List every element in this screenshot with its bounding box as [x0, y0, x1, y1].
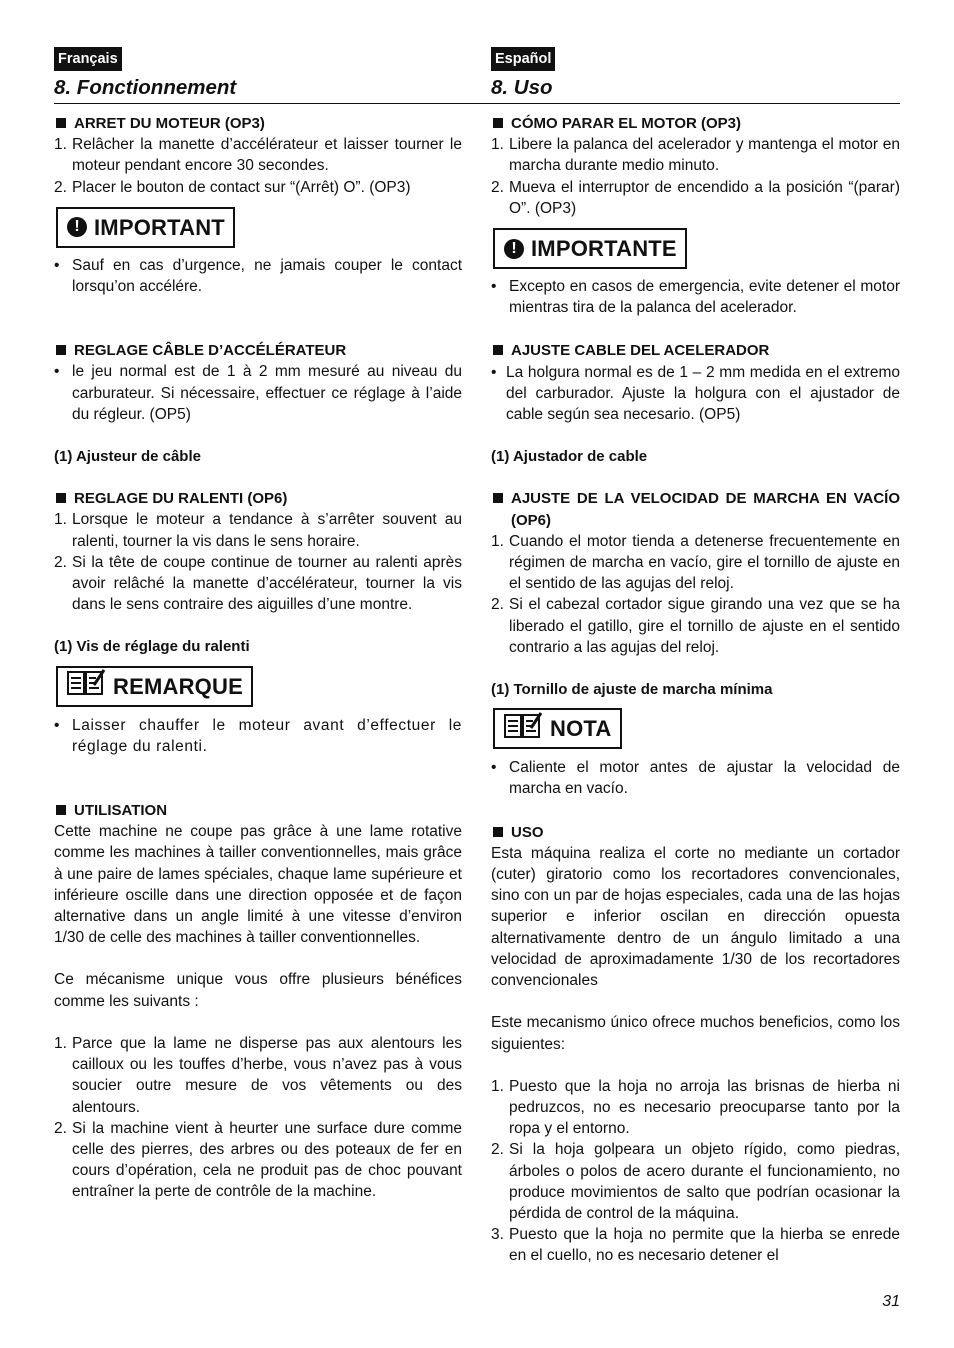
figure-caption: (1) Vis de réglage du ralenti	[54, 638, 250, 656]
square-bullet-icon	[56, 493, 66, 503]
list-item: 2. Placer le bouton de contact sur “(Arrêt) O”. (OP3)	[54, 178, 411, 196]
list-item: • Excepto en casos de emergencia, evite detener el motor mientras tira de la palanca del acelerador.	[491, 278, 900, 317]
list-item: • La holgura normal es de 1 – 2 mm medida en el extremo del carburador. Ajuste la holgura con el ajustador de cable según sea necesario. (OP5)	[491, 363, 900, 424]
important-box	[493, 228, 687, 269]
use-paragraph: Este mecanismo único ofrece muchos beneficios, como los siguientes:	[491, 1014, 900, 1053]
note-box	[493, 708, 622, 749]
note-icon	[67, 669, 105, 703]
list-item: • Sauf en cas d’urgence, ne jamais couper le contact lorsqu’on accélére.	[54, 256, 462, 296]
french-content	[54, 113, 462, 1203]
figure-caption: (1) Ajustador de cable	[491, 448, 648, 466]
list-item: 2. Si el cabezal cortador sigue girando una vez que se ha liberado el gatillo, gire el tornillo de ajuste en el sentido contrario a las agujas del reloj.	[491, 596, 900, 656]
list-item: 1. Cuando el motor tienda a detenerse frecuentemente en régimen de marcha en vacío, gire el tornillo de ajuste en el sentido de las agujas del reloj.	[491, 532, 900, 593]
list-item: • le jeu normal est de 1 à 2 mm mesuré au niveau du carburateur. Si nécessaire, effectuer ce réglage à l’aide du régleur. (OP5)	[54, 363, 462, 423]
language-tag-es: Español	[491, 47, 555, 71]
header-rule	[54, 103, 900, 104]
section-title-fr: 8. Fonctionnement	[54, 76, 237, 99]
language-tag-fr: Français	[54, 47, 122, 71]
square-bullet-icon	[493, 827, 503, 837]
idle-heading: AJUSTE DE LA VELOCIDAD DE MARCHA EN VACÍO (OP6)	[491, 488, 900, 530]
list-item: 1. Puesto que la hoja no arroja las brisnas de hierba ni pedruzcos, no es necesario preocuparse tanto por la ropa y el entorno.	[491, 1077, 900, 1138]
note-label: REMARQUE	[113, 673, 243, 699]
figure-caption: (1) Tornillo de ajuste de marcha mínima	[491, 681, 773, 699]
stop-engine-heading: ARRET DU MOTEUR (OP3)	[54, 113, 462, 134]
important-box	[56, 207, 235, 248]
spanish-content	[491, 113, 900, 1267]
note-label: NOTA	[550, 716, 612, 742]
list-item: • Laisser chauffer le moteur avant d’effectuer le réglage du ralenti.	[54, 716, 462, 755]
cable-heading: REGLAGE CÂBLE D’ACCÉLÉRATEUR	[54, 340, 462, 361]
square-bullet-icon	[56, 805, 66, 815]
use-paragraph: Esta máquina realiza el corte no mediante un cortador (cuter) giratorio como los recortadores convencionales, sino con un par de hojas especiales, cada una de las hojas superior e inferior oscilan en dirección opuesta alternativamente dentro de un ángulo limitado a una velocidad de aproximadamente 1/30 de los recortadores convencionales	[491, 844, 900, 990]
list-item: • Caliente el motor antes de ajustar la velocidad de marcha en vacío.	[491, 759, 900, 798]
figure-caption: (1) Ajusteur de câble	[54, 448, 201, 466]
exclamation-icon: !	[67, 217, 87, 237]
list-item: 2. Si la tête de coupe continue de tourner au ralenti après avoir relâché la manette d’accélérateur, tourner la vis dans le sens contraire des aiguilles d’une montre.	[54, 553, 462, 614]
idle-heading: REGLAGE DU RALENTI (OP6)	[54, 488, 462, 509]
list-item: 2. Mueva el interruptor de encendido a la posición “(parar) O”. (OP3)	[491, 178, 900, 217]
square-bullet-icon	[493, 493, 503, 503]
note-icon	[504, 712, 542, 746]
list-item: 1. Relâcher la manette d’accélérateur et laisser tourner le moteur pendant encore 30 secondes.	[54, 136, 462, 175]
square-bullet-icon	[493, 118, 503, 128]
exclamation-icon: !	[504, 239, 524, 259]
french-column	[54, 47, 462, 101]
square-bullet-icon	[56, 345, 66, 355]
square-bullet-icon	[56, 118, 66, 128]
list-item: 1. Lorsque le moteur a tendance à s’arrêter souvent au ralenti, tourner la vis dans le sens horaire.	[54, 511, 462, 550]
stop-engine-heading: CÓMO PARAR EL MOTOR (OP3)	[491, 113, 900, 134]
use-paragraph: Cette machine ne coupe pas grâce à une lame rotative comme les machines à tailler conventionnelles, mais grâce à une paire de lames spéciales, chaque lame supérieure et inférieure oscille dans une direction opposée et de façon alternative dans un angle limité à une vitesse d’environ 1/30 de celle des machines à tailler conventionnelles.	[54, 823, 462, 947]
spanish-column	[491, 47, 900, 101]
important-label: IMPORTANTE	[531, 235, 677, 261]
important-label: IMPORTANT	[94, 214, 225, 240]
square-bullet-icon	[493, 345, 503, 355]
use-paragraph: Ce mécanisme unique vous offre plusieurs bénéfices comme les suivants :	[54, 971, 462, 1010]
list-item: 2. Si la hoja golpeara un objeto rígido, como piedras, árboles o polos de acero durante el funcionamiento, no produce movimientos de salto que podrían ocasionar la pérdida de control de la máquina.	[491, 1141, 900, 1222]
list-item: 2. Si la machine vient à heurter une surface dure comme celle des pierres, des arbres ou des poteaux de fer en cours d’opération, cela ne produit pas de choc pouvant entraîner la perte de contrôle de la machine.	[54, 1119, 462, 1201]
list-item: 3. Puesto que la hoja no permite que la hierba se enrede en el cuello, no es necesario detener el	[491, 1226, 900, 1265]
use-heading: USO	[491, 822, 900, 843]
use-heading: UTILISATION	[54, 800, 462, 821]
list-item: 1. Parce que la lame ne disperse pas aux alentours les cailloux ou les touffes d’herbe, vous n’avez pas à vous soucier outre mesure de vos vêtements ou des alentours.	[54, 1034, 462, 1116]
section-title-es: 8. Uso	[491, 76, 553, 99]
page-number: 31	[882, 1293, 900, 1310]
note-box	[56, 666, 253, 707]
list-item: 1. Libere la palanca del acelerador y mantenga el motor en marcha durante medio minuto.	[491, 136, 900, 175]
cable-heading: AJUSTE CABLE DEL ACELERADOR	[491, 340, 900, 361]
